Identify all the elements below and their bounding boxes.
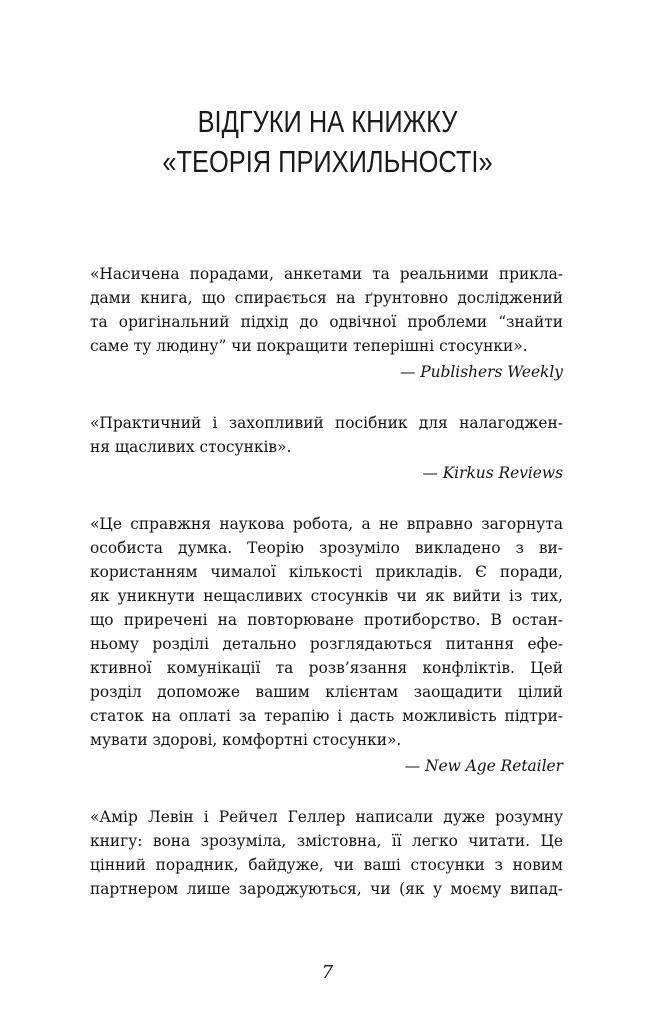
review-text-line: «Насичена порадами, анкетами та реальними прикла- [90, 265, 563, 283]
review-text-line: «Це справжня наукова робота, а не вправно загорнута [90, 515, 563, 533]
review-text-line: дами книга, що спирається на ґрунтовно досліджений [90, 289, 563, 307]
review-text-line: розділ допоможе вашим клієнтам заощадити цілий [90, 683, 563, 701]
review-text-line: статок на оплаті за терапію і дасть можливість підтри- [90, 707, 563, 725]
review-attribution: — New Age Retailer [404, 757, 563, 775]
review-text-line: як уникнути нещасливих стосунків чи як вийти із тих, [90, 587, 563, 605]
review-attribution: — Publishers Weekly [399, 363, 563, 381]
review-text-line: ктивної комунікації та розв’язання конфліктів. Цей [90, 659, 563, 677]
review-text-line: ньому розділі детально розглядаються питання ефе- [90, 635, 563, 653]
review-text-line: «Амір Левін і Рейчел Геллер написали дуже розумну [90, 808, 563, 826]
review-text-line: та оригінальний підхід до одвічної проблеми “знайти [90, 313, 563, 331]
review-text-line: особиста думка. Теорію зрозуміло викладено з ви- [90, 539, 563, 557]
review-text-line: що приречені на повторюване протиборство. В остан- [90, 611, 563, 629]
page-number: 7 [321, 962, 334, 983]
review-text-line: ня щасливих стосунків». [90, 438, 292, 456]
review-text-line: користанням чималої кількості прикладів. Є поради, [90, 563, 563, 581]
review-text-line: партнером лише зароджуються, чи (як у моєму випад- [90, 880, 563, 898]
review-text-line: мувати здорові, комфортні стосунки». [90, 731, 402, 749]
page-title-line-2: «ТЕОРІЯ ПРИХИЛЬНОСТІ» [162, 144, 493, 179]
review-text-line: цінний порадник, байдуже, чи ваші стосунки з новим [90, 856, 563, 874]
review-text-line: книгу: вона зрозуміла, змістовна, її легко читати. Це [90, 832, 563, 850]
page-title-line-1: ВІДГУКИ НА КНИЖКУ [197, 104, 458, 139]
review-text-line: «Практичний і захопливий посібник для налагоджен- [90, 414, 563, 432]
review-attribution: — Kirkus Reviews [422, 464, 563, 482]
review-text-line: саме ту людину” чи покращити теперішні стосунки». [90, 337, 528, 355]
